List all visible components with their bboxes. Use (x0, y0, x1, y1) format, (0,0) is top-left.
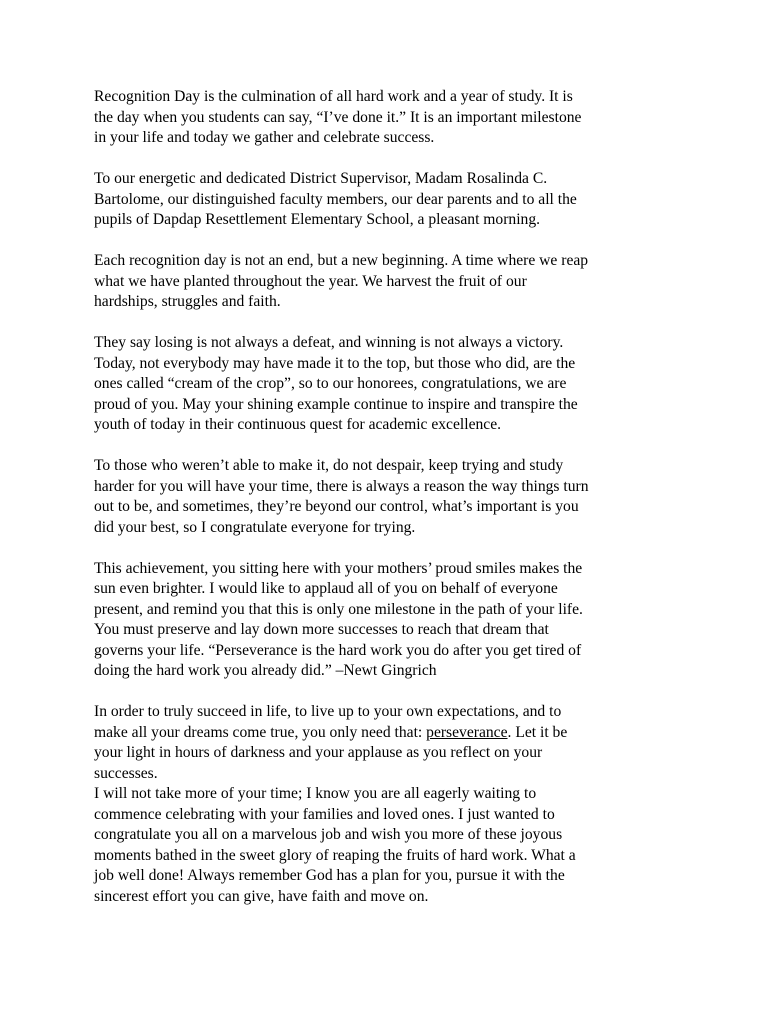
text-line: out to be, and sometimes, they’re beyond our control, what’s important is you (94, 498, 579, 515)
paragraph-new-beginning (94, 251, 744, 313)
text-line: Recognition Day is the culmination of all hard work and a year of study. It is (94, 88, 573, 105)
text-line: Today, not everybody may have made it to the top, but those who did, are the (94, 354, 576, 372)
paragraph-greeting (94, 169, 744, 231)
text-line: harder for you will have your time, there is always a reason the way things turn (94, 477, 589, 495)
underlined-word-perseverance: perseverance (426, 723, 508, 741)
text-segment: . Let it be (507, 723, 568, 741)
text-line: governs your life. “Perseverance is the hard work you do after you get tired of (94, 641, 582, 659)
text-line: successes. (94, 764, 158, 782)
text-line: proud of you. May your shining example continue to inspire and transpire the (94, 395, 578, 413)
text-line: pupils of Dapdap Resettlement Elementary School, a pleasant morning. (94, 211, 541, 228)
text-line: moments bathed in the sweet glory of reaping the fruits of hard work. What a (94, 846, 576, 864)
text-line: This achievement, you sitting here with your mothers’ proud smiles makes the (94, 559, 583, 577)
text-line: the day when you students can say, “I’ve done it.” It is an important milestone (94, 108, 582, 126)
text-line: commence celebrating with your families and loved ones. I just wanted to (94, 805, 555, 823)
text-line: hardships, struggles and faith. (94, 293, 281, 310)
text-line: job well done! Always remember God has a plan for you, pursue it with the (94, 867, 565, 884)
paragraph-intro (94, 87, 744, 149)
text-line: Bartolome, our distinguished faculty members, our dear parents and to all the (94, 190, 577, 208)
text-line: sun even brighter. I would like to applaud all of you on behalf of everyone (94, 580, 558, 597)
text-line: congratulate you all on a marvelous job and wish you more of these joyous (94, 826, 563, 843)
text-line: I will not take more of your time; I know you are all eagerly waiting to (94, 785, 537, 802)
paragraph-achievement (94, 559, 744, 682)
text-segment: make all your dreams come true, you only need that: (94, 723, 427, 741)
text-line: Each recognition day is not an end, but a new beginning. A time where we reap (94, 252, 589, 269)
text-line: doing the hard work you already did.” –Newt Gingrich (94, 662, 437, 679)
text-line: You must preserve and lay down more successes to reach that dream that (94, 621, 549, 638)
text-line: They say losing is not always a defeat, and winning is not always a victory. (94, 334, 564, 351)
text-line: in your life and today we gather and celebrate success. (94, 129, 435, 146)
text-line: To our energetic and dedicated District Supervisor, Madam Rosalinda C. (94, 170, 548, 187)
text-line: present, and remind you that this is only one milestone in the path of your life. (94, 600, 583, 618)
text-line: did your best, so I congratulate everyone for trying. (94, 518, 416, 536)
text-line: In order to truly succeed in life, to live up to your own expectations, and to (94, 703, 562, 720)
text-line: To those who weren’t able to make it, do not despair, keep trying and study (94, 457, 564, 474)
paragraph-perseverance (94, 702, 744, 784)
text-line: ones called “cream of the crop”, so to our honorees, congratulations, we are (94, 375, 567, 392)
text-line: your light in hours of darkness and your applause as you reflect on your (94, 744, 543, 761)
paragraph-closing (94, 784, 744, 907)
text-line: youth of today in their continuous quest for academic excellence. (94, 416, 502, 433)
paragraph-encouragement (94, 456, 744, 538)
text-line: what we have planted throughout the year. We harvest the fruit of our (94, 272, 527, 290)
document-page (94, 87, 744, 928)
text-line (94, 723, 744, 744)
text-line: sincerest effort you can give, have faith and move on. (94, 887, 429, 905)
paragraph-honorees (94, 333, 744, 436)
